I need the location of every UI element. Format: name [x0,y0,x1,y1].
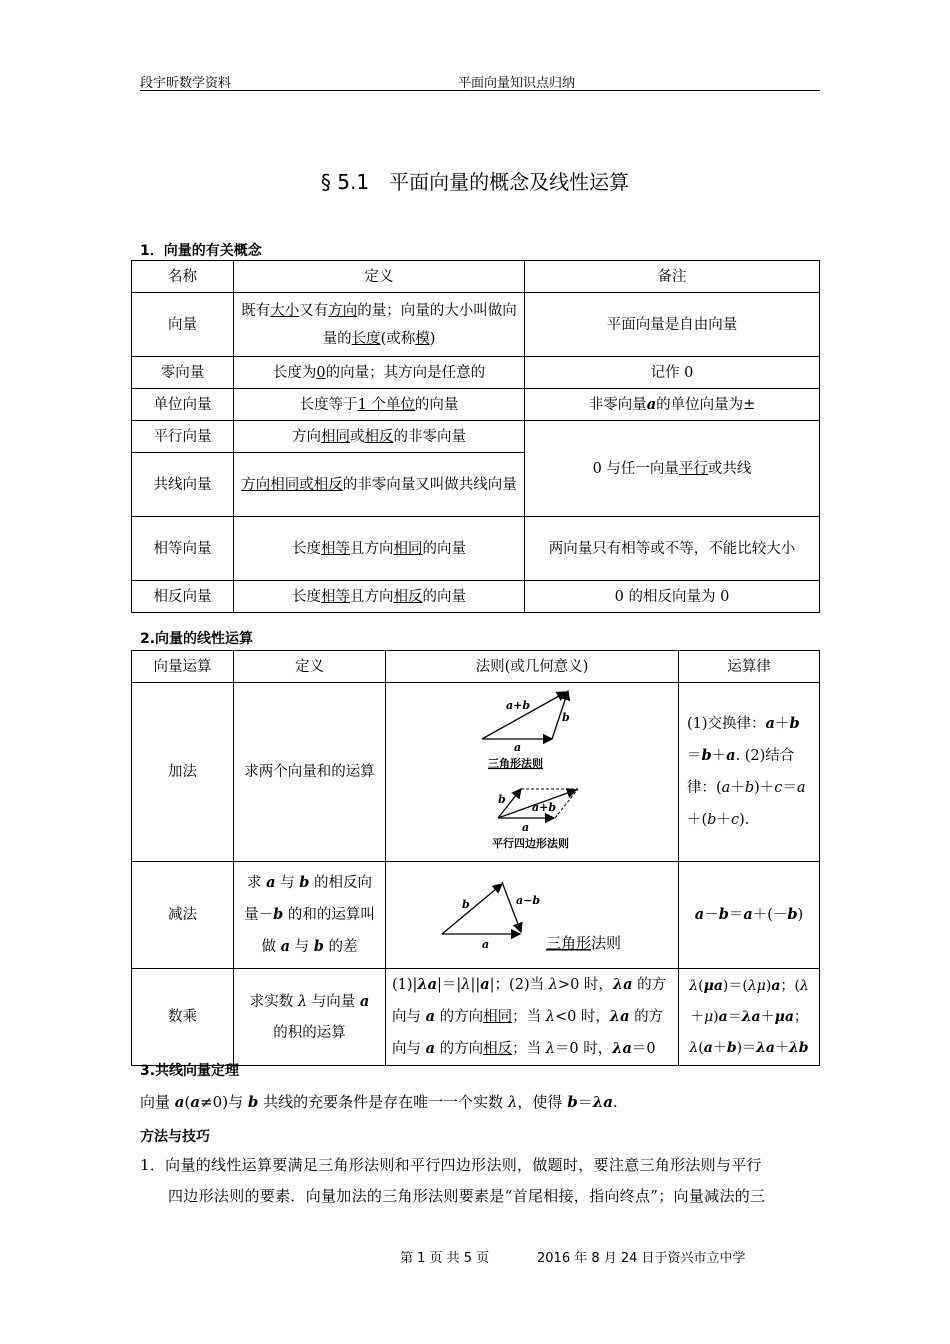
op-def: 求 a 与 b 的相反向量－b 的和的运算叫做 a 与 b 的差 [234,862,386,969]
triangle-rule-caption: 三角形法则 [488,757,543,770]
header-right: 平面向量知识点归纳 [458,76,576,91]
row-note: 两向量只有相等或不等，不能比较大小 [525,517,820,581]
op-name: 加法 [132,683,234,862]
label-a: a [482,938,490,951]
parallelogram-rule-caption: 平行四边形法则 [492,837,569,850]
footer-date: 2016 年 8 月 24 日于资兴市立中学 [537,1251,746,1266]
subtraction-figure [386,862,678,958]
label-b: b [562,711,570,724]
row-name: 平行向量 [132,421,234,453]
header-left: 段宇昕数学资料 [140,76,232,91]
op-def: 求实数 λ 与向量 a 的积的运算 [234,969,386,1066]
collinear-theorem: 向量 a(a≠0)与 b 共线的充要条件是存在唯一一个实数 λ，使得 b＝λa. [140,1093,618,1111]
methods-heading: 方法与技巧 [140,1129,210,1145]
vector-diff-arrow [502,882,521,932]
op-rule [386,683,679,862]
op-law: λ(μa)＝(λμ)a；(λ＋μ)a＝λa＋μa；λ(a＋b)＝λa＋λb [679,969,820,1066]
methods-line2: 四边形法则的要素．向量加法的三角形法则要素是“首尾相接，指向终点”；向量减法的三 [168,1187,766,1205]
row-def: 长度为0的向量；其方向是任意的 [234,357,525,389]
row-name: 单位向量 [132,389,234,421]
op-law: (1)交换律：a＋b＝b＋a. (2)结合律：(a＋b)＋c＝a＋(b＋c). [679,683,820,862]
section2-heading: 2.向量的线性运算 [140,631,254,647]
row-def: 长度相等且方向相同的向量 [234,517,525,581]
addition-figure [386,683,678,851]
label-b: b [462,898,470,911]
row-name: 相等向量 [132,517,234,581]
row-def: 长度相等且方向相反的向量 [234,581,525,613]
col-header: 名称 [132,261,234,293]
label-b: b [498,793,506,806]
op-rule: (1)|λa|＝|λ||a|；(2)当 λ>0 时，λa 的方向与 a 的方向相同；当 λ<0 时，λa 的方向与 a 的方向相反；当 λ＝0 时，λa＝0 [386,969,679,1066]
row-note: 0 与任一向量平行或共线 [525,421,820,517]
col-header: 向量运算 [132,651,234,683]
op-def: 求两个向量和的运算 [234,683,386,862]
row-name: 向量 [132,293,234,357]
row-def: 方向相同或相反的非零向量又叫做共线向量 [234,453,525,517]
col-header: 定义 [234,651,386,683]
methods-line1: 1．向量的线性运算要满足三角形法则和平行四边形法则，做题时，要注意三角形法则与平行 [140,1156,762,1174]
concepts-table [131,260,820,613]
label-sum: a+b [532,801,557,814]
col-header: 备注 [525,261,820,293]
row-name: 共线向量 [132,453,234,517]
label-sum: a+b [506,699,531,712]
col-header: 法则(或几何意义) [386,651,679,683]
col-header: 运算律 [679,651,820,683]
header-rule [140,90,820,91]
row-note: 记作 0 [525,357,820,389]
label-a: a [522,821,530,834]
row-name: 零向量 [132,357,234,389]
page-title: § 5.1 平面向量的概念及线性运算 [320,170,630,194]
col-header: 定义 [234,261,525,293]
section3-heading: 3.共线向量定理 [140,1063,240,1079]
label-diff: a−b [516,894,541,907]
op-name: 数乘 [132,969,234,1066]
row-def: 既有大小又有方向的量；向量的大小叫做向量的长度(或称模) [234,293,525,357]
op-name: 减法 [132,862,234,969]
vector-b-arrow [442,884,502,934]
row-note: 平面向量是自由向量 [525,293,820,357]
row-note: 0 的相反向量为 0 [525,581,820,613]
row-def: 方向相同或相反的非零向量 [234,421,525,453]
subtraction-rule: 三角形法则 [546,934,622,952]
row-name: 相反向量 [132,581,234,613]
section1-heading: 1．向量的有关概念 [140,243,262,259]
footer-page: 第 1 页 共 5 页 [400,1251,490,1266]
operations-table [131,650,820,1066]
op-rule [386,862,679,969]
label-a: a [514,741,522,754]
op-law: a－b＝a＋(－b) [679,862,820,969]
row-note: 非零向量a的单位向量为± [525,389,820,421]
row-def: 长度等于1 个单位的向量 [234,389,525,421]
